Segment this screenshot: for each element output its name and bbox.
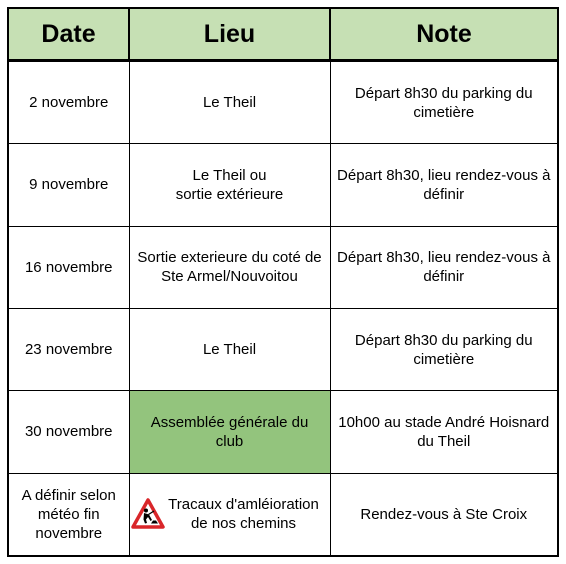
note-cell: Départ 8h30, lieu rendez-vous à définir [330, 226, 558, 308]
lieu-cell [129, 144, 330, 226]
header-lieu: Lieu [129, 8, 330, 61]
lieu-text: Tracaux d'amléioration de nos chemins [168, 496, 319, 533]
table-row [8, 61, 558, 144]
note-cell: Départ 8h30 du parking du cimetière [330, 61, 558, 144]
lieu-cell-highlighted: Assemblée générale du club [129, 391, 330, 473]
note-cell: Départ 8h30, lieu rendez-vous à définir [330, 144, 558, 226]
header-note: Note [330, 8, 558, 61]
date-cell: 9 novembre [8, 144, 129, 226]
table-row [8, 144, 558, 226]
date-cell: 23 novembre [8, 308, 129, 390]
date-cell: 30 novembre [8, 391, 129, 473]
table-row [8, 308, 558, 390]
header-row [8, 8, 558, 61]
date-cell: 16 novembre [8, 226, 129, 308]
schedule-table [7, 7, 559, 557]
date-cell: A définir selon météo fin novembre [8, 473, 129, 556]
lieu-cell: Le Theil [129, 61, 330, 144]
lieu-cell: Sortie exterieure du coté de Ste Armel/Nouvoitou [129, 226, 330, 308]
date-cell: 2 novembre [8, 61, 129, 144]
lieu-cell-with-icon [129, 473, 330, 556]
table-row [8, 391, 558, 473]
road-works-warning-icon [131, 498, 165, 530]
table-row [8, 473, 558, 556]
lieu-cell: Le Theil [129, 308, 330, 390]
lieu-line: Le Theil ou sortie extérieure [175, 166, 284, 203]
table-row [8, 226, 558, 308]
note-cell: Départ 8h30 du parking du cimetière [330, 308, 558, 390]
note-cell: Rendez-vous à Ste Croix [330, 473, 558, 556]
note-cell: 10h00 au stade André Hoisnard du Theil [330, 391, 558, 473]
header-date: Date [8, 8, 129, 61]
